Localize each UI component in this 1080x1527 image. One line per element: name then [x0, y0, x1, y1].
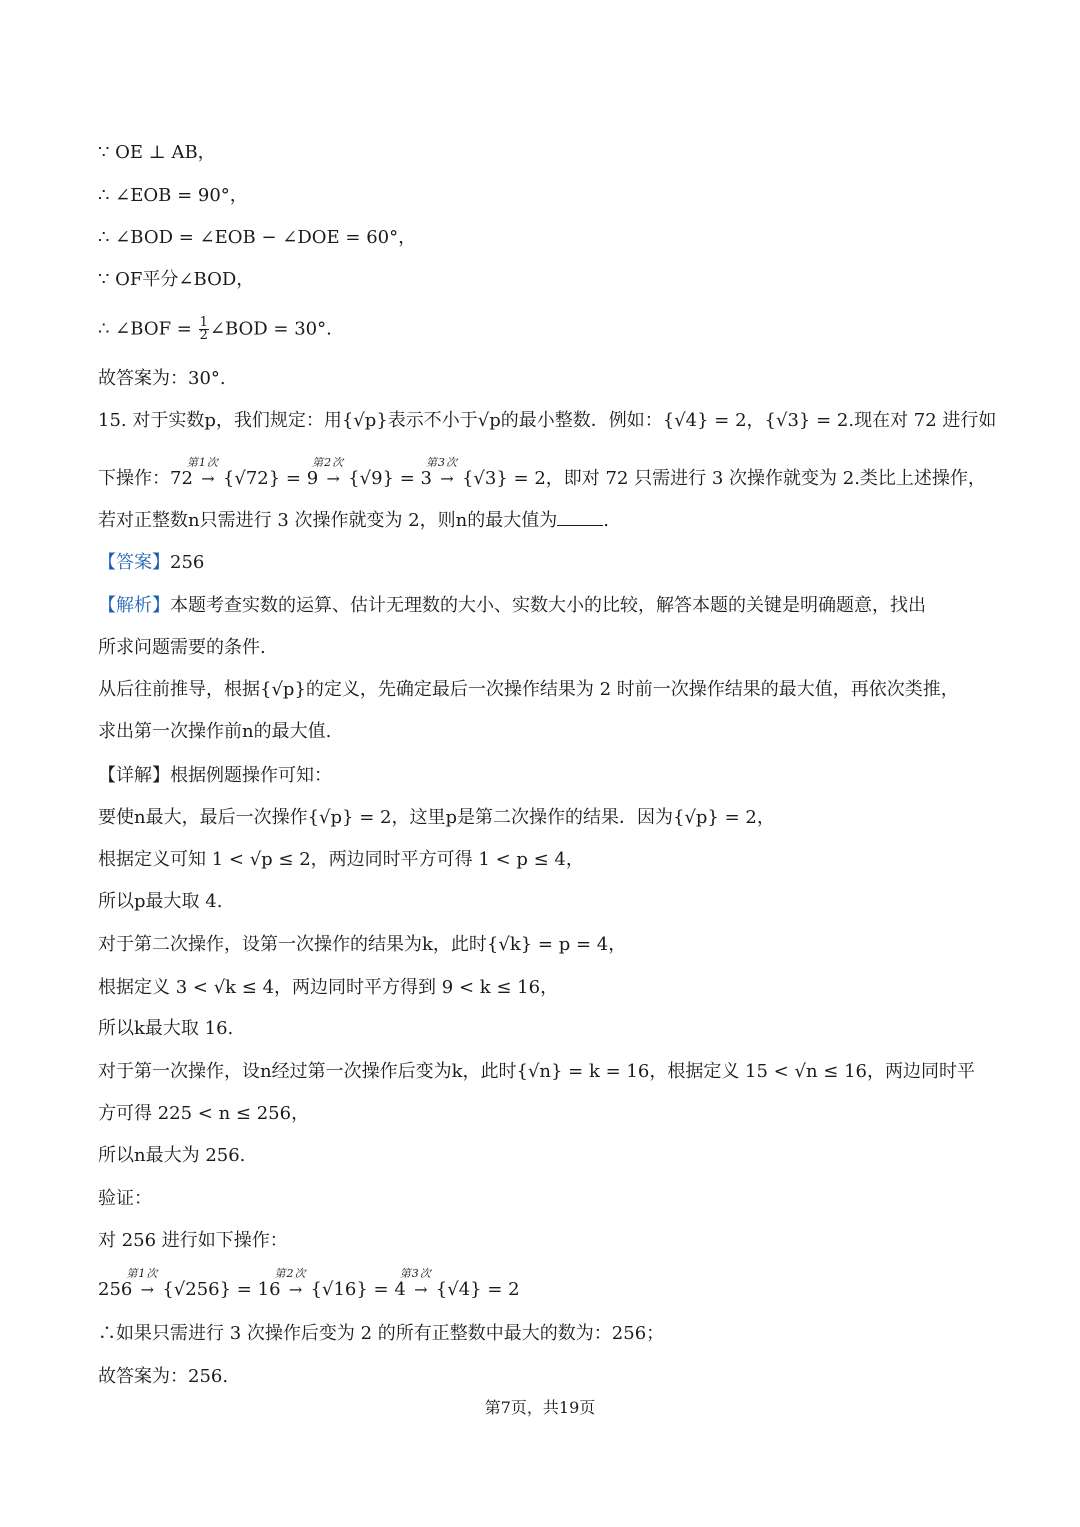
- analysis-line: 求出第一次操作前n的最大值.: [98, 721, 332, 742]
- analysis-line: 从后往前推导，根据{√p}的定义，先确定最后一次操作结果为 2 时前一次操作结果的最大值，再依次类推，: [98, 679, 959, 700]
- operation-label: 第3次: [425, 456, 458, 469]
- text-segment: ∴ ∠BOF =: [98, 318, 198, 340]
- text-segment: .: [603, 510, 609, 531]
- text-segment: {√72} = 9: [222, 468, 319, 489]
- analysis-line: [98, 594, 926, 618]
- answer-blank: [557, 509, 603, 526]
- fraction-denominator: 2: [199, 328, 208, 343]
- text-segment: 根据例题操作可知：: [170, 765, 332, 786]
- question-15-line: 15. 对于实数p，我们规定：用{√p}表示不小于√p的最小整数．例如：{√4} = 2，{√3} = 2.现在对 72 进行如: [98, 410, 997, 431]
- detail-line: 验证：: [98, 1188, 152, 1209]
- analysis-tag: 【解析】: [98, 595, 170, 616]
- text-line: ∴ ∠BOD = ∠EOB − ∠DOE = 60°，: [98, 227, 417, 248]
- text-segment: 下操作：72: [98, 468, 193, 489]
- arrow-icon: →: [440, 469, 454, 488]
- operation-arrow: [425, 456, 462, 491]
- fraction-numerator: 1: [199, 315, 208, 330]
- verification-line: [98, 1267, 520, 1302]
- answer-line: [98, 551, 204, 575]
- detail-line: 故答案为：256.: [98, 1366, 229, 1387]
- detail-line: 对于第二次操作，设第一次操作的结果为k，此时{√k} = p = 4，: [98, 934, 627, 955]
- answer-tag: 【答案】: [98, 552, 170, 573]
- detail-line: 所以k最大取 16.: [98, 1018, 234, 1039]
- operation-label: 第3次: [399, 1267, 432, 1280]
- text-line: ∴ ∠EOB = 90°，: [98, 185, 248, 206]
- page-footer: 第7页，共19页: [484, 1398, 596, 1417]
- arrow-icon: →: [414, 1280, 428, 1299]
- question-15-line: [98, 509, 609, 533]
- text-line: 故答案为：30°.: [98, 368, 226, 389]
- operation-arrow: [126, 1267, 162, 1302]
- text-segment: 256: [98, 1279, 133, 1300]
- fraction: [199, 317, 209, 342]
- operation-arrow: [186, 456, 223, 491]
- text-segment: {√3} = 2，即对 72 只需进行 3 次操作就变为 2.类比上述操作，: [461, 468, 986, 489]
- detail-line: 对于第一次操作，设n经过第一次操作后变为k，此时{√n} = k = 16，根据定义 15 < √n ≤ 16，两边同时平: [98, 1061, 975, 1082]
- text-line: ∵ OF平分∠BOD，: [98, 269, 255, 290]
- text-segment: 本题考查实数的运算、估计无理数的大小、实数大小的比较，解答本题的关键是明确题意，找出: [170, 595, 926, 616]
- operation-label: 第1次: [126, 1267, 159, 1280]
- text-segment: 若对正整数n只需进行 3 次操作就变为 2，则n的最大值为: [98, 510, 558, 531]
- operation-arrow: [274, 1267, 311, 1302]
- detail-line: 根据定义 3 < √k ≤ 4，两边同时平方得到 9 < k ≤ 16，: [98, 977, 559, 998]
- operation-arrow: [312, 456, 348, 491]
- detail-line: 所以n最大为 256.: [98, 1145, 246, 1166]
- text-segment: {√16} = 4: [310, 1279, 406, 1300]
- detail-line: 要使n最大，最后一次操作{√p} = 2，这里p是第二次操作的结果．因为{√p} = 2，: [98, 807, 775, 828]
- detail-line: 方可得 225 < n ≤ 256，: [98, 1103, 310, 1124]
- text-segment: {√9} = 3: [348, 468, 432, 489]
- operation-label: 第2次: [274, 1267, 307, 1280]
- text-line: ∵ OE ⊥ AB，: [98, 142, 216, 163]
- text-segment: {√256} = 16: [162, 1279, 281, 1300]
- detail-line: [98, 764, 332, 788]
- operation-label: 第1次: [186, 456, 219, 469]
- text-segment: {√4} = 2: [435, 1279, 520, 1300]
- detail-line: 所以p最大取 4.: [98, 891, 223, 912]
- analysis-line: 所求问题需要的条件.: [98, 637, 266, 658]
- arrow-icon: →: [288, 1280, 303, 1299]
- operation-label: 第2次: [312, 456, 345, 469]
- answer-value: 256: [170, 552, 205, 573]
- operation-arrow: [399, 1267, 436, 1302]
- arrow-icon: →: [326, 469, 340, 488]
- detail-line: 根据定义可知 1 < √p ≤ 2，两边同时平方可得 1 < p ≤ 4，: [98, 849, 584, 870]
- question-15-line: [98, 456, 986, 491]
- arrow-icon: →: [140, 1280, 155, 1299]
- detail-line: ∴如果只需进行 3 次操作后变为 2 的所有正整数中最大的数为：256；: [98, 1323, 665, 1344]
- detail-line: 对 256 进行如下操作：: [98, 1230, 288, 1251]
- text-line: [98, 317, 332, 342]
- arrow-icon: →: [201, 469, 215, 488]
- detail-tag: 【详解】: [98, 765, 170, 786]
- text-segment: ∠BOD = 30°.: [209, 318, 332, 340]
